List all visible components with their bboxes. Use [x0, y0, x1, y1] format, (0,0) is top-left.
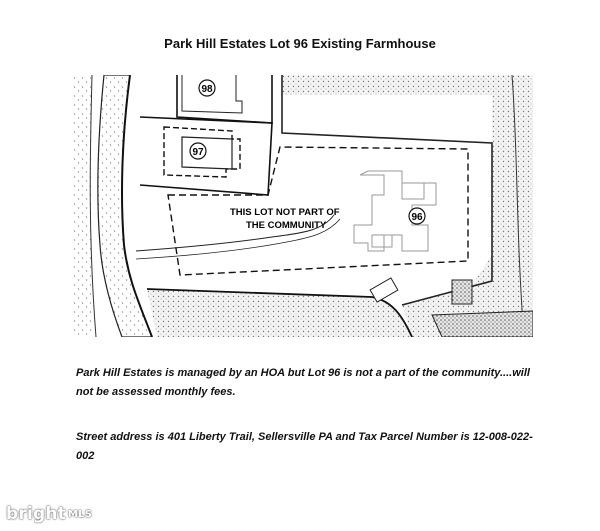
address-note: Street address is 401 Liberty Trail, Sellersville PA and Tax Parcel Number is 12-008-022-002 [76, 431, 533, 462]
lot-96-label: 96 [411, 212, 423, 223]
annotation-line-1: THIS LOT NOT PART OF [230, 207, 340, 218]
plot-plan-map [72, 75, 533, 337]
watermark-suffix: MLS [67, 509, 93, 520]
page-title: Park Hill Estates Lot 96 Existing Farmhouse [164, 36, 436, 51]
lot-97-label: 97 [192, 147, 204, 158]
lot-98-label: 98 [201, 84, 213, 95]
brightmls-watermark [6, 504, 92, 524]
annotation-line-2: THE COMMUNITY [246, 220, 327, 231]
hoa-note: Park Hill Estates is managed by an HOA but Lot 96 is not a part of the community....will not be assessed monthly fees. [76, 367, 530, 398]
watermark-brand: bright [6, 504, 66, 524]
